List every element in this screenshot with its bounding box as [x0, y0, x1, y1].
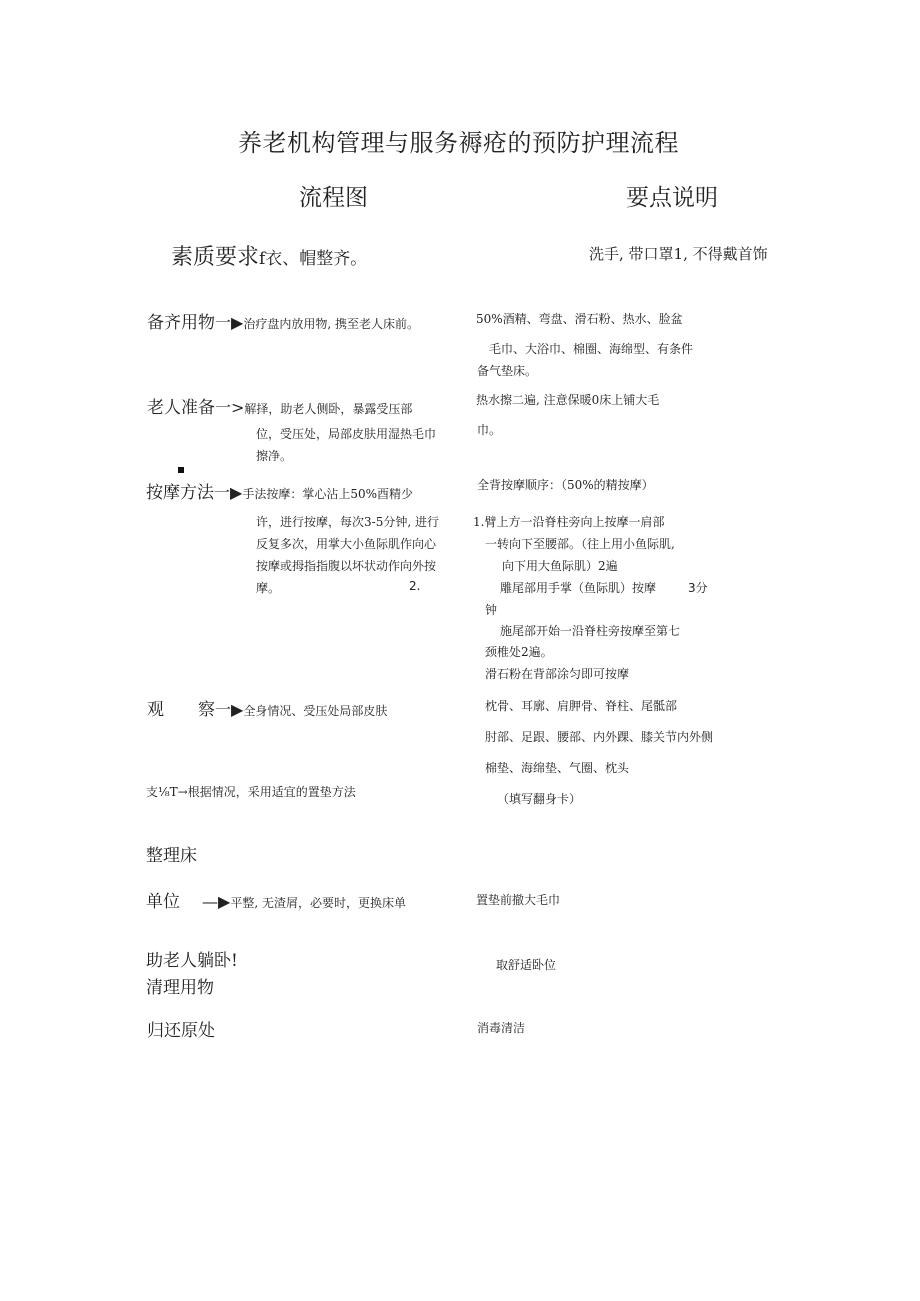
step6-desc: 平整, 无渣屑，必要时，更换床单 — [230, 896, 406, 910]
step3-label: 按摩方法 — [146, 483, 214, 503]
step6-note: 置垫前撤大毛巾 — [476, 893, 561, 907]
quality-label — [171, 240, 367, 271]
quality-note: 洗手, 带口罩1, 不得戴首饰 — [589, 245, 768, 263]
quality-detail: f衣、帽整齐。 — [259, 249, 368, 269]
step3-desc-1: 手法按摩：掌心沾上50%酉精少 — [242, 487, 413, 501]
step4-label: 察 — [198, 700, 215, 720]
arrow-icon: 一▶ — [215, 700, 244, 719]
step3-note-8: 施尾部开始一沿脊柱旁按摩至第七 — [500, 624, 681, 638]
page-title: 养老机构管理与服务褥疮的预防护理流程 — [238, 129, 679, 157]
step6-label: 单位 — [146, 892, 180, 912]
step5-note: （填写翻身卡） — [497, 792, 582, 806]
step-massage-method — [146, 478, 413, 503]
arrow-icon: —▶ — [202, 892, 231, 911]
arrow-icon: 一▶ — [214, 483, 243, 502]
header-flowchart: 流程图 — [299, 185, 368, 211]
step2-desc-1: 解择，助老人侧卧，暴露受压部 — [244, 402, 413, 416]
step4-note-3: 棉垫、海绵垫、气圈、枕头 — [485, 761, 630, 775]
step3-desc-5: 摩。 — [256, 581, 281, 595]
step3-note-2: 1.臂上方一沿脊柱旁向上按摩一肩部 — [473, 515, 665, 529]
step7-label-a: 助老人躺卧! — [146, 951, 238, 971]
step-prepare-elder — [147, 393, 412, 418]
step1-note-3: 备气垫床。 — [477, 364, 538, 378]
step3-desc-2: 许，进行按摩，每次3-5分钟, 进行 — [256, 515, 439, 529]
step1-desc: 治疗盘内放用物, 携至老人床前。 — [243, 317, 419, 331]
step2-label: 老人准备 — [147, 398, 215, 418]
step7-note: 取舒适卧位 — [496, 958, 557, 972]
step3-note-5: 雕尾部用手掌（鱼际肌）按摩 — [500, 581, 657, 595]
step4-note-2: 肘部、足跟、腰部、内外踝、膝关节内外侧 — [485, 730, 714, 744]
step2-note-2: 巾。 — [477, 423, 502, 437]
header-key-points: 要点说明 — [626, 185, 718, 211]
step-observe-label-a: 观 — [147, 700, 164, 720]
step7-label-b: 清理用物 — [146, 978, 214, 998]
arrow-icon: 一▶ — [215, 313, 244, 332]
step8-note: 消毒清洁 — [477, 1021, 526, 1035]
step3-note-1: 全背按摩顺序：（50%的精按摩） — [477, 478, 654, 492]
step1-note-2: 毛巾、大浴巾、棉圈、海绵型、有条件 — [489, 342, 694, 356]
step3-note-10: 滑石粉在背部涂匀即可按摩 — [485, 667, 630, 681]
step-prepare-supplies — [147, 308, 419, 333]
step3-note-4: 向下用大鱼际肌）2遍 — [502, 559, 618, 573]
step3-desc-num: 2. — [409, 579, 421, 593]
step2-desc-2: 位，受压处，局部皮肤用湿热毛巾 — [256, 427, 437, 441]
step3-desc-4: 按摩或拇指指腹以坏状动作向外按 — [256, 559, 437, 573]
step-observe — [198, 695, 387, 720]
step3-note-3: 一转向下至腰部。（往上用小鱼际肌, — [485, 537, 675, 551]
step-tidy-bed — [146, 887, 406, 912]
step2-desc-3: 擦净。 — [256, 449, 293, 463]
step2-note-1: 热水擦二遍, 注意保暖0床上铺大毛 — [476, 393, 660, 407]
quality-label-text: 素质要求 — [171, 245, 260, 270]
step4-note-1: 枕骨、耳廓、肩胛骨、脊柱、尾骶部 — [485, 699, 678, 713]
step8-label: 归还原处 — [147, 1021, 215, 1041]
arrow-icon: 一> — [215, 398, 245, 417]
step4-desc: 全身情况、受压处局部皮肤 — [243, 704, 388, 718]
bullet-mark — [178, 467, 184, 473]
step3-note-9: 颈椎处2遍。 — [485, 645, 553, 659]
step6-label-a: 整理床 — [146, 846, 197, 866]
step3-note-6: 3分 — [688, 581, 708, 595]
step5-text: 支⅛T→根据情况，采用适宜的置垫方法 — [146, 785, 356, 799]
step1-note-1: 50%酒精、弯盘、滑石粉、热水、脸盆 — [476, 312, 683, 326]
step3-note-7: 钟 — [485, 603, 498, 617]
step1-label: 备齐用物 — [147, 313, 215, 333]
step3-desc-3: 反复多次，用掌大小鱼际肌作向心 — [256, 537, 437, 551]
